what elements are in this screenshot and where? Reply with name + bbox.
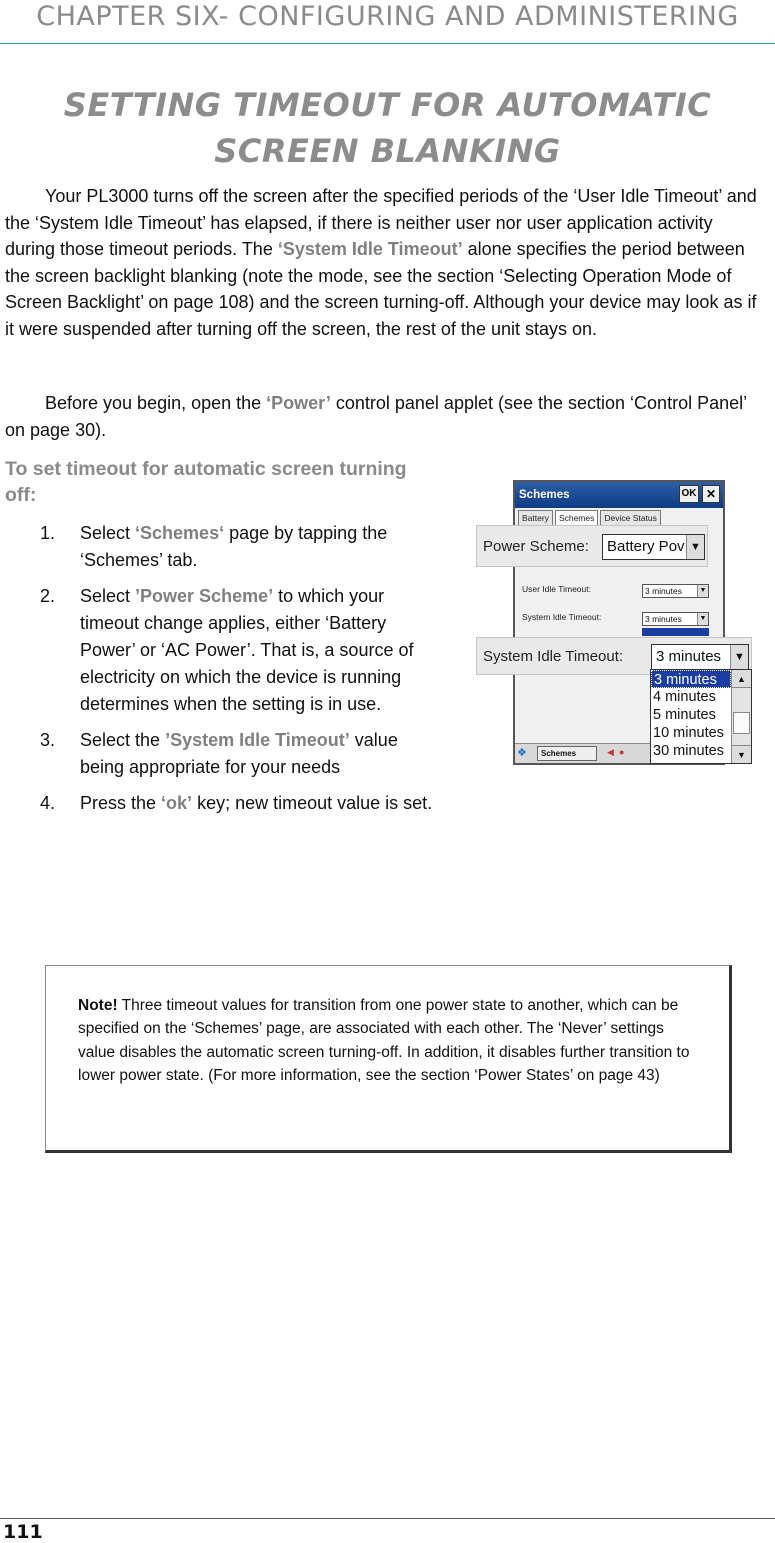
dropdown-option[interactable]: 3 minutes <box>651 670 731 688</box>
tab-bar <box>518 510 661 526</box>
step-1 <box>5 520 435 574</box>
ok-button[interactable]: OK <box>679 485 699 503</box>
system-idle-label: System Idle Timeout: <box>522 612 602 622</box>
before-text-b: control panel applet (see the section ‘Control Panel’ on page 30). <box>5 393 747 440</box>
power-scheme-zoom <box>476 525 708 567</box>
step-text-b: key; new timeout value is set. <box>192 793 433 813</box>
note-label: Note! <box>78 997 118 1014</box>
system-idle-value: 3 minutes <box>645 614 682 624</box>
chevron-down-icon: ▼ <box>697 585 708 597</box>
dropdown-option[interactable]: 5 minutes <box>653 707 716 723</box>
tab-device-status[interactable]: Device Status <box>600 510 660 526</box>
step-text-b: value being appropriate for your needs <box>80 730 398 777</box>
step-highlight: ’System Idle Timeout’ <box>165 730 350 750</box>
chevron-down-icon: ▼ <box>730 645 748 669</box>
step-4 <box>5 790 435 817</box>
step-highlight: ‘Schemes‘ <box>135 523 225 543</box>
user-idle-value: 3 minutes <box>645 586 682 596</box>
tab-battery[interactable]: Battery <box>518 510 553 526</box>
system-idle-select[interactable] <box>642 612 709 626</box>
intro-paragraph-1 <box>5 183 765 342</box>
scroll-up-icon[interactable]: ▲ <box>732 670 751 688</box>
dropdown-option[interactable]: 4 minutes <box>653 689 716 705</box>
intro-paragraph-2 <box>5 390 765 443</box>
note-text <box>78 994 703 1087</box>
page-title-line1: SETTING TIMEOUT FOR AUTOMATIC <box>63 86 712 124</box>
dropdown-scrollbar[interactable] <box>731 670 751 763</box>
intro-text-a: Your PL3000 turns off the screen after the specified periods of the ‘User Idle Timeout’ and the ‘System Idle Timeout’ has elapsed, if there is neither user nor user application activity during those timeout periods. The <box>5 186 757 259</box>
chapter-header: CHAPTER SIX- CONFIGURING AND ADMINISTERING <box>0 0 775 44</box>
user-idle-label: User Idle Timeout: <box>522 584 591 594</box>
zoom-system-idle-value: 3 minutes <box>656 648 722 665</box>
before-highlight: ‘Power’ <box>266 393 331 413</box>
window-titlebar <box>515 482 723 508</box>
window-title: Schemes <box>519 489 570 501</box>
step-text-a: Press the <box>80 793 162 813</box>
intro-highlight: ‘System Idle Timeout’ <box>277 239 463 259</box>
intro-text-b: alone specifies the period between the screen backlight blanking (note the mode, see the section ‘Selecting Operation Mode of Screen Backlight’ on page 108) and the screen turning-off. Although your device may look as if it were suspended after turning off the screen, the rest of the unit stays on. <box>5 239 757 339</box>
step-highlight: ‘ok’ <box>161 793 193 813</box>
zoom-system-idle-select[interactable] <box>651 644 749 670</box>
step-text-b: to which your timeout change applies, either ‘Battery Power’ or ‘AC Power’. That is, a source of electricity on which the device is running determines when the setting is in use. <box>80 586 414 714</box>
note-body: Three timeout values for transition from one power state to another, which can be specified on the ‘Schemes’ page, are associated with each other. The ‘Never’ settings value disables the automatic screen turning-off. In addition, it disables further transition to lower power state. (For more information, see the section ‘Power States’ on page 43) <box>78 997 690 1084</box>
step-text-a: Select the <box>80 730 166 750</box>
step-3 <box>5 727 435 781</box>
start-icon[interactable]: ❖ <box>517 747 527 759</box>
close-icon[interactable]: ✕ <box>702 485 720 503</box>
tab-schemes[interactable]: Schemes <box>555 510 598 526</box>
selected-option-highlight <box>642 628 709 636</box>
taskbar-task-schemes[interactable]: Schemes <box>537 746 597 761</box>
footer-divider <box>0 1518 775 1519</box>
steps-list <box>5 520 435 826</box>
dropdown-option[interactable]: 10 minutes <box>653 725 724 741</box>
step-number: 1. <box>40 523 56 543</box>
page-number: 111 <box>3 1521 43 1543</box>
before-text-a: Before you begin, open the <box>45 393 267 413</box>
user-idle-select[interactable] <box>642 584 709 598</box>
step-text-b: page by tapping the ‘Schemes’ tab. <box>80 523 388 570</box>
scroll-thumb[interactable] <box>733 712 750 734</box>
step-text-a: Select <box>80 523 136 543</box>
power-scheme-select[interactable] <box>602 534 705 560</box>
chevron-down-icon: ▼ <box>686 535 704 559</box>
step-highlight: ’Power Scheme’ <box>135 586 274 606</box>
step-2 <box>5 583 435 718</box>
page-title-line2: SCREEN BLANKING <box>214 132 561 170</box>
step-text-a: Select <box>80 586 136 606</box>
timeout-dropdown <box>650 669 752 764</box>
step-number: 2. <box>40 586 56 606</box>
step-number: 4. <box>40 793 56 813</box>
device-screenshot <box>476 480 754 768</box>
page-title <box>0 82 775 174</box>
power-scheme-value: Battery Pov <box>607 538 685 555</box>
speaker-icon[interactable]: ◀ <box>607 747 614 757</box>
chevron-down-icon: ▼ <box>697 613 708 625</box>
dropdown-option[interactable]: 30 minutes <box>653 743 724 759</box>
power-scheme-label: Power Scheme: <box>483 538 589 555</box>
step-number: 3. <box>40 730 56 750</box>
scroll-down-icon[interactable]: ▼ <box>732 745 751 763</box>
battery-icon[interactable]: ● <box>619 747 625 757</box>
procedure-heading: To set timeout for automatic screen turning off: <box>5 458 407 506</box>
zoom-system-idle-label: System Idle Timeout: <box>483 648 624 665</box>
note-box <box>45 965 732 1153</box>
